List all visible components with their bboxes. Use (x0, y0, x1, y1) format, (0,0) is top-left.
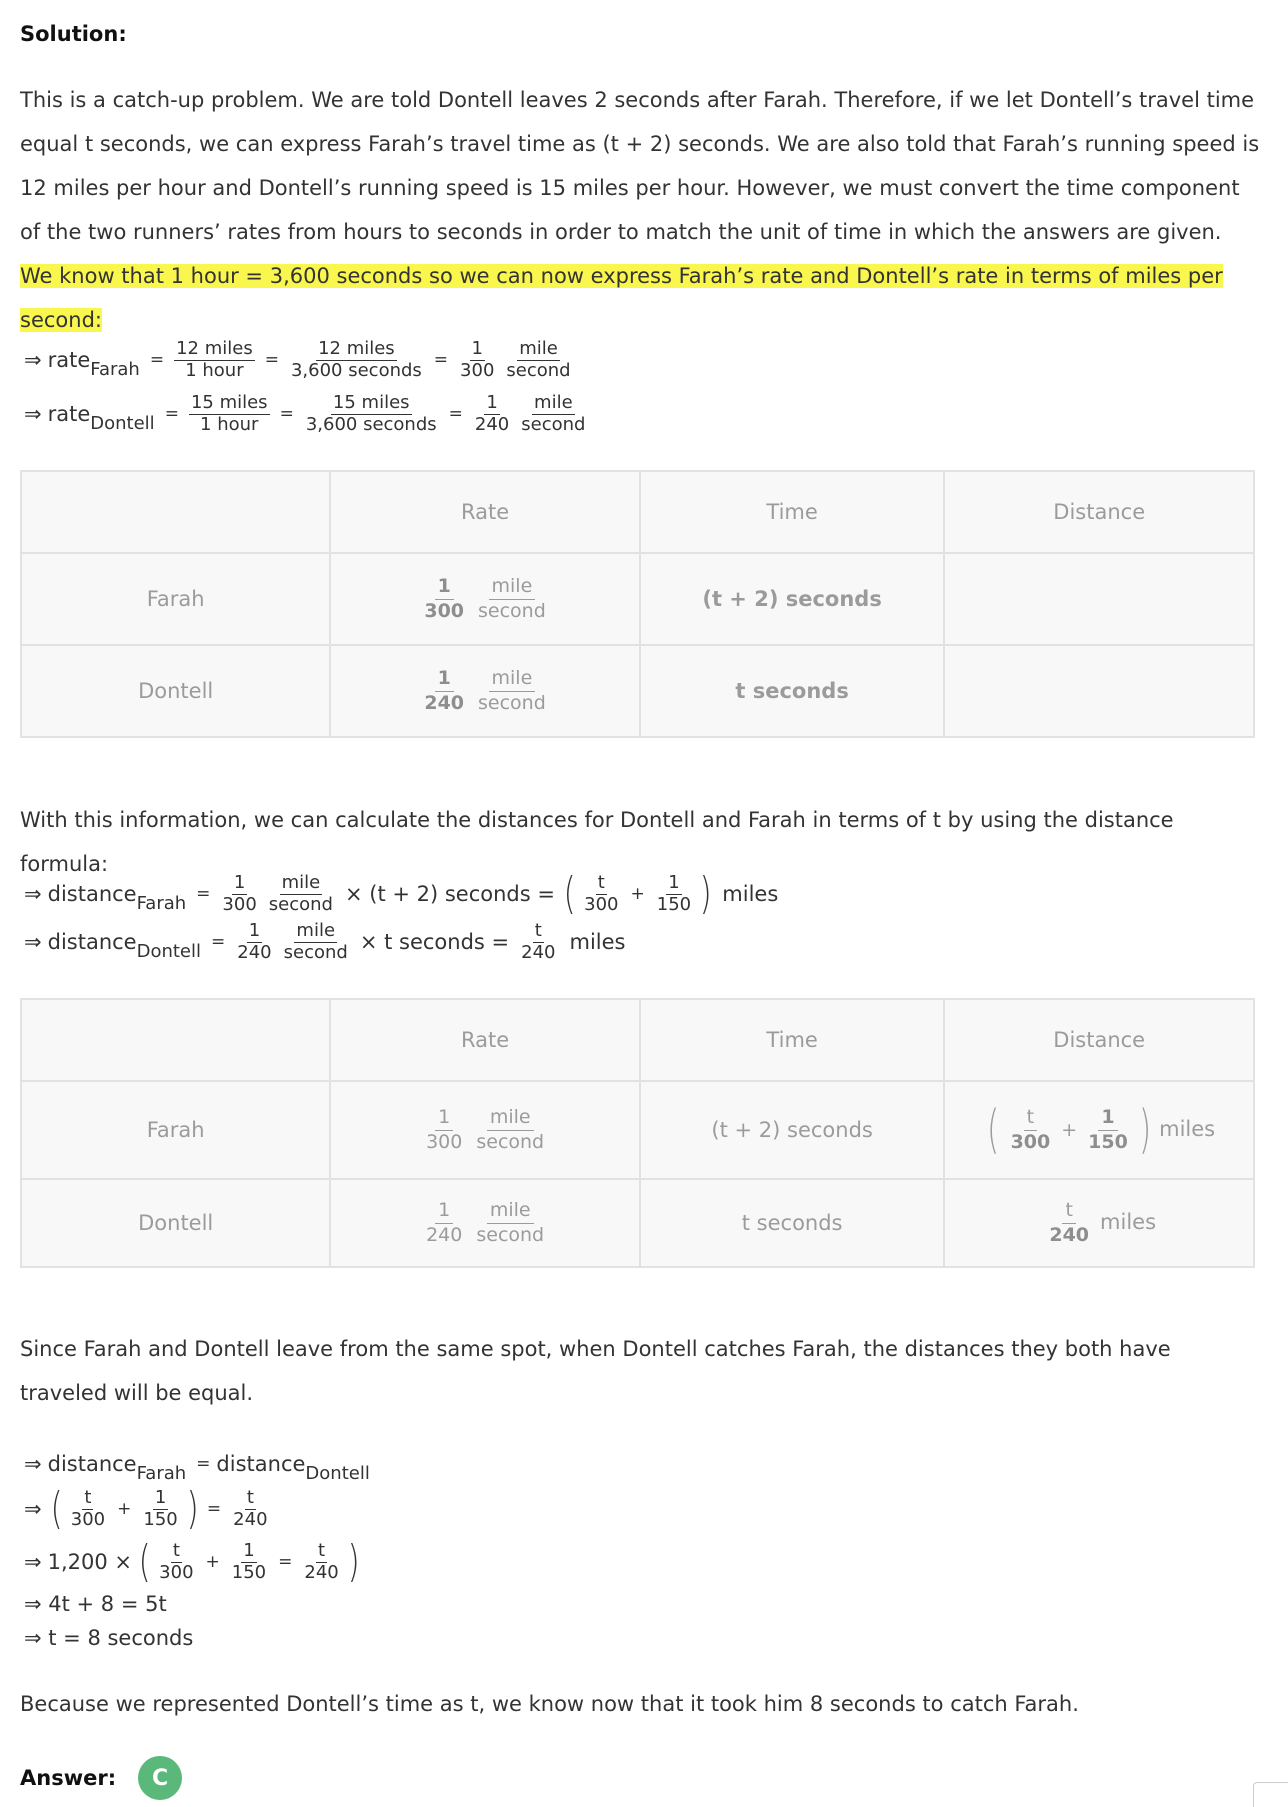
denominator: second (268, 893, 333, 915)
fraction (69, 1486, 107, 1530)
numerator: mile (487, 1200, 534, 1224)
header-distance: Distance (944, 999, 1254, 1081)
corner-widget[interactable] (1253, 1782, 1288, 1807)
numerator: 1 (435, 668, 454, 692)
expression-text: × (t + 2) seconds = (344, 882, 555, 906)
numerator: 1 (154, 1486, 167, 1508)
distance-label: distance (47, 1452, 137, 1476)
denominator: 240 (474, 413, 510, 435)
distance-label: distance (216, 1452, 306, 1476)
denominator: 240 (237, 941, 272, 963)
numerator: t (534, 920, 542, 941)
rate-equation-dontell (24, 394, 591, 435)
table-row (21, 553, 1254, 645)
fraction (473, 1107, 547, 1154)
fraction (289, 340, 424, 381)
row-name: Farah (21, 553, 330, 645)
numerator: t (597, 871, 605, 893)
left-paren: ( (987, 1100, 1000, 1160)
denominator: 3,600 seconds (290, 359, 422, 381)
plus-sign: + (205, 1552, 220, 1572)
header-time: Time (640, 471, 945, 553)
header-rate: Rate (330, 471, 639, 553)
conclusion-paragraph: Because we represented Dontell’s time as t, we know now that it took him 8 seconds to catch Farah. (20, 1692, 1079, 1716)
time-cell: t seconds (640, 1179, 945, 1267)
numerator: t (318, 1539, 326, 1561)
denominator: 300 (424, 599, 465, 622)
arrow: ⇒ (24, 1452, 42, 1476)
fraction (141, 1486, 179, 1530)
fraction (475, 576, 549, 623)
denominator: 300 (426, 1130, 463, 1153)
equals-sign: = (279, 404, 294, 425)
numerator: t (84, 1486, 92, 1508)
solve-step-5: ⇒ t = 8 seconds (24, 1626, 194, 1650)
arrow: ⇒ (24, 1497, 42, 1521)
denominator: second (478, 691, 546, 714)
distance-subscript: Dontell (136, 940, 202, 962)
equal-distance-paragraph: Since Farah and Dontell leave from the same spot, when Dontell catches Farah, the distances they both have traveled will be equal. (20, 1337, 1171, 1405)
denominator: second (283, 941, 348, 963)
numerator: 1 (471, 338, 483, 359)
denominator: 300 (159, 1561, 194, 1583)
fraction (519, 394, 587, 435)
numerator: t (1024, 1107, 1037, 1131)
fraction (423, 1200, 465, 1247)
numerator: 15 miles (332, 392, 410, 413)
time-cell: (t + 2) seconds (640, 553, 945, 645)
distance-intro: With this information, we can calculate the distances for Dontell and Farah in terms of t by using the distance formula: (20, 808, 1174, 876)
unit: miles (1100, 1210, 1157, 1234)
solution-heading: Solution: (20, 22, 127, 46)
header-cell (21, 471, 330, 553)
distance-subscript: Farah (136, 892, 187, 914)
right-paren: ) (347, 1536, 360, 1587)
unit: miles (1159, 1117, 1216, 1141)
denominator: 240 (424, 691, 465, 714)
numerator: 1 (435, 1200, 453, 1224)
numerator: mile (489, 668, 536, 692)
denominator: 240 (233, 1508, 268, 1530)
rate-cell (330, 1081, 639, 1179)
left-paren: ( (50, 1483, 63, 1534)
fraction (423, 1107, 465, 1154)
denominator: 150 (231, 1561, 267, 1583)
distance-subscript: Farah (136, 1462, 187, 1484)
fraction (189, 394, 270, 435)
numerator: 1 (486, 392, 498, 413)
numerator: 12 miles (176, 338, 253, 359)
denominator: 240 (426, 1223, 463, 1246)
arrow: ⇒ (24, 402, 42, 427)
numerator: 15 miles (190, 392, 268, 413)
expression-text: × t seconds = (359, 930, 510, 955)
plus-sign: + (117, 1499, 132, 1519)
solve-step-2 (24, 1483, 274, 1534)
numerator: mile (487, 1107, 534, 1131)
fraction (174, 340, 255, 381)
equals-sign: = (206, 1499, 222, 1519)
numerator: t (246, 1486, 254, 1508)
denominator: 1 hour (200, 413, 259, 435)
denominator: 300 (70, 1508, 106, 1530)
numerator: 1 (233, 871, 246, 893)
denominator: 1 hour (185, 359, 244, 381)
numerator: mile (281, 871, 321, 893)
numerator: 1 (248, 920, 261, 941)
denominator: 300 (584, 893, 619, 915)
rate-table-2 (20, 998, 1255, 1268)
equals-sign: = (149, 350, 165, 371)
left-paren: ( (138, 1536, 151, 1587)
multiplier: 1,200 × (47, 1550, 132, 1574)
numerator: 12 miles (318, 338, 395, 359)
denominator: second (521, 413, 586, 435)
fraction (473, 394, 511, 435)
numerator: 1 (243, 1539, 255, 1561)
denominator: 150 (656, 893, 692, 915)
distance-subscript: Dontell (305, 1462, 370, 1484)
arrow: ⇒ (24, 348, 42, 373)
intro-highlight: We know that 1 hour = 3,600 seconds so we can now express Farah’s rate and Dontell’s rate in terms of miles per second: (20, 264, 1223, 332)
plus-sign: + (630, 884, 645, 904)
unit: miles (722, 882, 779, 906)
equals-sign: = (264, 350, 279, 371)
row-name: Dontell (21, 1179, 330, 1267)
rate-label: rate (47, 348, 91, 373)
rate-table-1 (20, 470, 1255, 738)
denominator: 300 (460, 359, 495, 381)
unit: miles (569, 930, 626, 955)
denominator: second (476, 1223, 545, 1246)
distance-cell (944, 553, 1254, 645)
fraction (1008, 1107, 1054, 1154)
rate-equation-farah (24, 340, 577, 381)
solve-step-3 (24, 1536, 362, 1587)
table-row (21, 645, 1254, 737)
rate-subscript: Dontell (90, 412, 155, 434)
rate-cell (330, 1179, 639, 1267)
equals-sign: = (448, 404, 463, 425)
arrow: ⇒ (24, 930, 42, 955)
fraction (231, 1486, 269, 1530)
fraction (582, 871, 620, 915)
right-paren: ) (186, 1483, 199, 1534)
equals-sign: = (211, 932, 226, 953)
fraction (504, 340, 572, 381)
fraction (235, 922, 273, 963)
answer-row (20, 1756, 182, 1800)
fraction (421, 668, 467, 715)
fraction (220, 871, 258, 915)
rate-cell (330, 553, 639, 645)
denominator: second (478, 599, 546, 622)
fraction (655, 871, 693, 915)
intro-paragraph (20, 78, 1260, 342)
denominator: 3,600 seconds (305, 413, 437, 435)
fraction (475, 668, 549, 715)
numerator: mile (519, 338, 558, 359)
row-name: Farah (21, 1081, 330, 1179)
denominator: second (506, 359, 571, 381)
header-distance: Distance (944, 471, 1254, 553)
time-cell: (t + 2) seconds (640, 1081, 945, 1179)
numerator: mile (534, 392, 573, 413)
row-name: Dontell (21, 645, 330, 737)
numerator: mile (296, 920, 336, 941)
plus-sign: + (1061, 1119, 1078, 1141)
fraction (267, 871, 335, 915)
table-row (21, 1179, 1254, 1267)
numerator: mile (489, 576, 536, 600)
numerator: 1 (435, 576, 454, 600)
arrow: ⇒ (24, 882, 42, 906)
answer-badge: C (138, 1756, 182, 1800)
denominator: second (476, 1130, 545, 1153)
right-paren: ) (699, 868, 712, 919)
fraction (230, 1539, 268, 1583)
header-time: Time (640, 999, 945, 1081)
rate-subscript: Farah (90, 358, 140, 380)
fraction (473, 1200, 547, 1247)
numerator: 1 (435, 1107, 453, 1131)
denominator: 150 (1088, 1130, 1128, 1153)
fraction (157, 1539, 195, 1583)
time-cell: t seconds (640, 645, 945, 737)
fraction (302, 1539, 340, 1583)
right-paren: ) (1138, 1100, 1152, 1160)
fraction (304, 394, 439, 435)
solve-step-1 (24, 1452, 374, 1484)
distance-label: distance (47, 930, 137, 955)
numerator: t (172, 1539, 180, 1561)
denominator: 150 (143, 1508, 178, 1530)
numerator: 1 (668, 871, 680, 893)
intro-text: This is a catch-up problem. We are told Dontell leaves 2 seconds after Farah. Therefore, if we let Dontell’s travel time equal t seconds, we can express Farah’s travel time as (t + 2) seconds. We are also told that Farah’s running speed is 12 miles per hour and Dontell’s running speed is 15 miles per hour. However, we must convert the time component of the two runners’ rates from hours to seconds in order to match the unit of time in which the answers are given. (20, 88, 1260, 244)
table-header-row (21, 999, 1254, 1081)
solve-step-4: ⇒ 4t + 8 = 5t (24, 1592, 167, 1616)
header-cell (21, 999, 330, 1081)
distance-equation-dontell (24, 922, 625, 963)
header-rate: Rate (330, 999, 639, 1081)
equals-sign: = (164, 404, 179, 425)
fraction (519, 922, 557, 963)
arrow: ⇒ (24, 1550, 42, 1574)
numerator: t (1062, 1200, 1075, 1224)
numerator: 1 (1098, 1107, 1117, 1131)
distance-label: distance (47, 882, 137, 906)
fraction (421, 576, 467, 623)
equals-sign: = (196, 1454, 211, 1474)
table-row (21, 1081, 1254, 1179)
denominator: 240 (1049, 1223, 1090, 1246)
rate-label: rate (47, 402, 91, 427)
fraction (458, 340, 496, 381)
equals-sign: = (196, 884, 211, 904)
denominator: 240 (304, 1561, 339, 1583)
fraction (282, 922, 350, 963)
distance-cell (944, 1179, 1254, 1267)
equals-sign: = (433, 350, 449, 371)
rate-cell (330, 645, 639, 737)
fraction (1046, 1200, 1092, 1247)
distance-equation-farah (24, 868, 779, 919)
equals-sign: = (278, 1552, 293, 1572)
left-paren: ( (563, 868, 576, 919)
distance-cell (944, 1081, 1254, 1179)
table-header-row (21, 471, 1254, 553)
fraction (1085, 1107, 1131, 1154)
distance-cell (944, 645, 1254, 737)
answer-label: Answer: (20, 1766, 117, 1790)
denominator: 300 (1010, 1130, 1051, 1153)
denominator: 300 (222, 893, 257, 915)
denominator: 240 (521, 941, 556, 963)
